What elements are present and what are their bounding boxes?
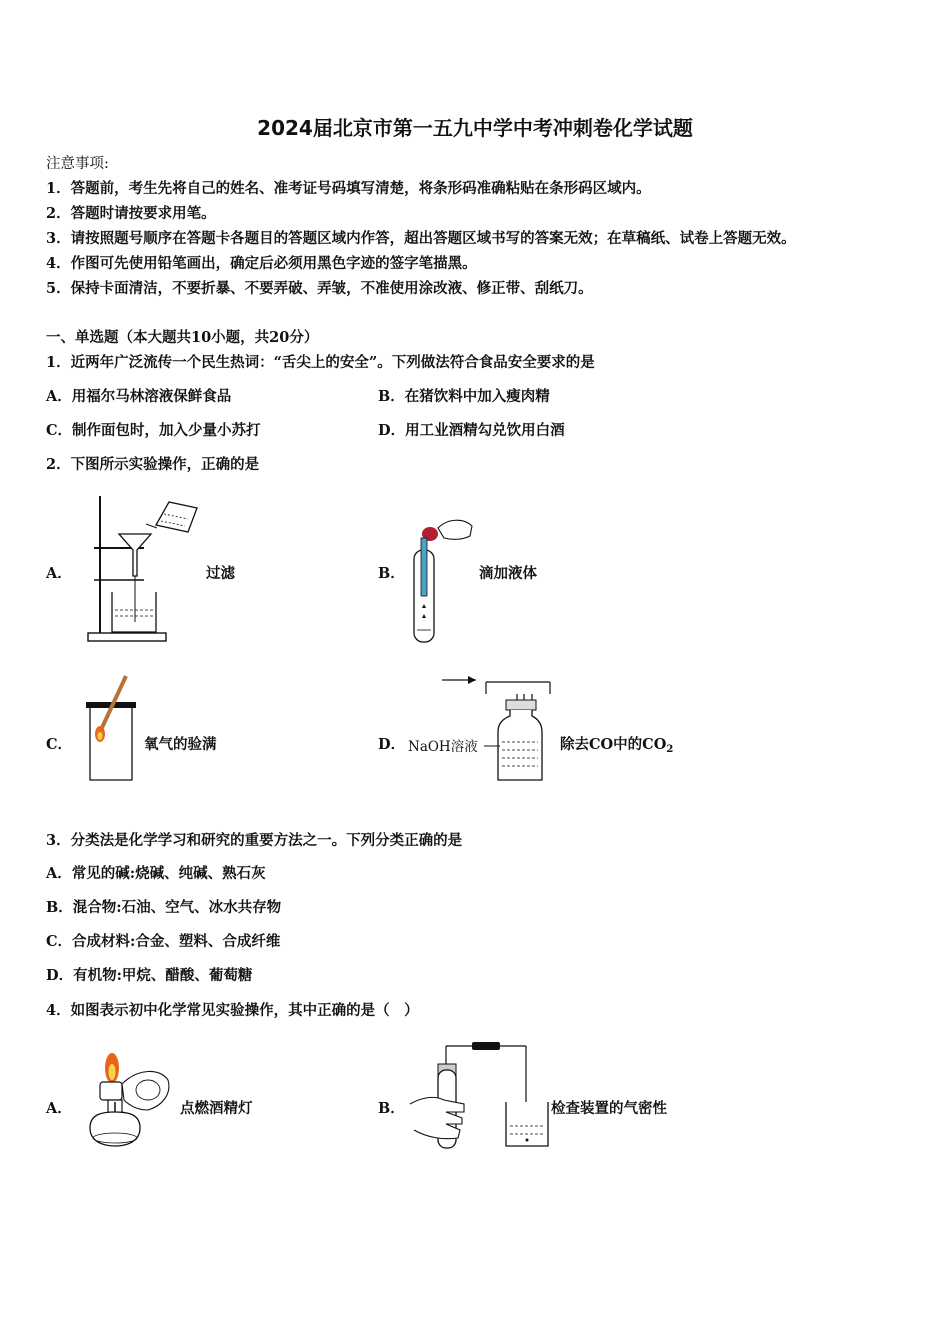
q2-option-a-caption: 过滤 xyxy=(206,565,235,582)
q3-option-c: C．合成材料:合金、塑料、合成纤维 xyxy=(46,933,281,950)
notice-item-5: 5．保持卡面清洁，不要折暴、不要弄破、弄皱，不准使用涂改液、修正带、刮纸刀。 xyxy=(46,280,593,297)
q3-option-a: A．常见的碱:烧碱、纯碱、熟石灰 xyxy=(46,865,266,882)
dropper-figure xyxy=(408,512,474,646)
notice-item-4: 4．作图可先使用铅笔画出，确定后必须用黑色字迹的签字笔描黑。 xyxy=(46,255,477,272)
section-heading: 一、单选题（本大题共10小题，共20分） xyxy=(46,329,319,346)
q4-option-a-letter: A． xyxy=(46,1100,72,1117)
q4-option-a-caption: 点燃酒精灯 xyxy=(180,1100,253,1117)
q2-option-b-caption: 滴加液体 xyxy=(479,565,537,582)
q2-option-d-caption-subscript: 2 xyxy=(666,744,674,755)
q3-stem: 3．分类法是化学学习和研究的重要方法之一。下列分类正确的是 xyxy=(46,832,463,849)
q1-option-c: C．制作面包时，加入少量小苏打 xyxy=(46,422,261,439)
q4-stem: 4．如图表示初中化学常见实验操作，其中正确的是（ ） xyxy=(46,1002,419,1019)
notice-item-1: 1．答题前，考生先将自己的姓名、准考证号码填写清楚，将条形码准确粘贴在条形码区域内。 xyxy=(46,180,651,197)
notice-item-2: 2．答题时请按要求用笔。 xyxy=(46,205,216,222)
q4-option-b-letter: B． xyxy=(378,1100,405,1117)
q4-option-b-caption: 检查装置的气密性 xyxy=(551,1100,667,1117)
alcohol-lamp-figure xyxy=(78,1044,174,1154)
q3-option-d: D．有机物:甲烷、醋酸、葡萄糖 xyxy=(46,967,253,984)
q2-stem: 2．下图所示实验操作，正确的是 xyxy=(46,456,260,473)
notice-heading: 注意事项: xyxy=(46,156,109,172)
q1-option-b: B．在猪饮料中加入瘦肉精 xyxy=(378,388,550,405)
q1-option-d: D．用工业酒精勾兑饮用白酒 xyxy=(378,422,565,439)
q2-option-b-letter: B． xyxy=(378,565,405,582)
q2-option-d-caption xyxy=(560,733,673,755)
q2-option-d-letter: D． xyxy=(378,736,406,753)
q3-option-b: B．混合物:石油、空气、冰水共存物 xyxy=(46,899,282,916)
q2-naoh-label: NaOH溶液 xyxy=(408,739,478,755)
q1-stem: 1．近两年广泛流传一个民生热词：“舌尖上的安全”。下列做法符合食品安全要求的是 xyxy=(46,354,595,371)
q2-option-c-caption: 氧气的验满 xyxy=(144,736,217,753)
q2-option-d-caption-text: 除去CO中的CO xyxy=(560,736,667,753)
gas-washing-figure xyxy=(440,672,554,784)
airtightness-figure xyxy=(406,1040,552,1152)
q2-option-a-letter: A． xyxy=(46,565,72,582)
notice-item-3: 3．请按照题号顺序在答题卡各题目的答题区域内作答，超出答题区域书写的答案无效；在草稿纸、试卷上答题无效。 xyxy=(46,230,796,247)
filtration-figure xyxy=(84,492,202,644)
page-title: 2024届北京市第一五九中学中考冲刺卷化学试题 xyxy=(257,116,693,140)
q1-option-a: A．用福尔马林溶液保鲜食品 xyxy=(46,388,232,405)
oxygen-test-figure xyxy=(86,672,138,784)
q2-option-c-letter: C． xyxy=(46,736,73,753)
